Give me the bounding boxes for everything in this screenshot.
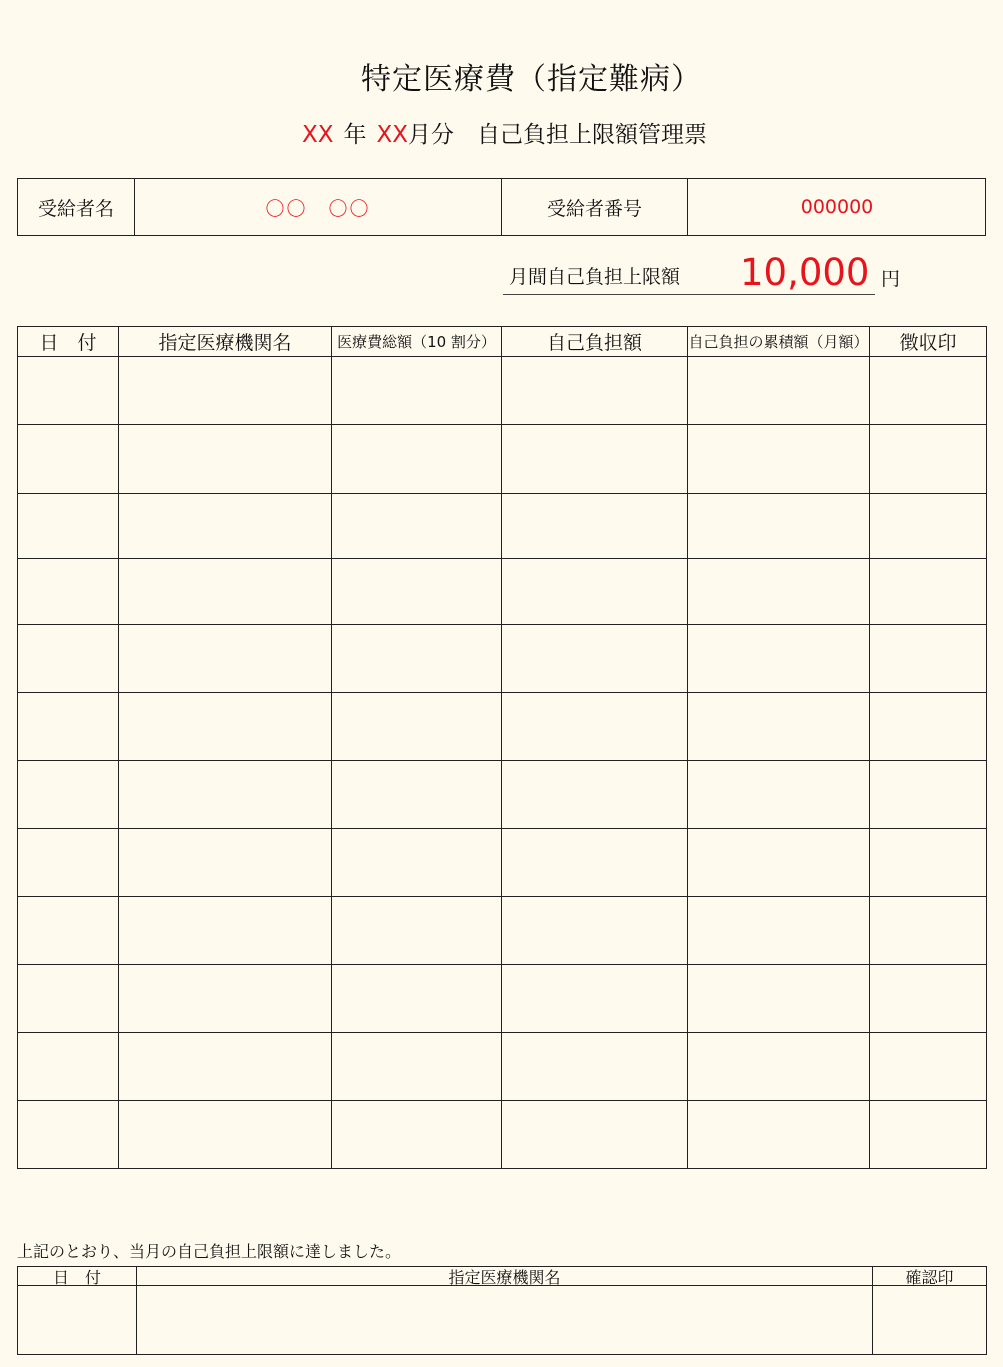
row-line: [17, 624, 987, 625]
col-header-copay: 自己負担額: [546, 331, 642, 354]
row-line: [17, 493, 987, 494]
column-divider: [331, 326, 332, 1168]
row-line: [17, 558, 987, 559]
column-divider: [687, 326, 688, 1168]
monthly-limit-underline: [503, 294, 875, 295]
year-unit: 年: [343, 122, 367, 148]
monthly-limit-amount[interactable]: 10,000: [740, 251, 870, 294]
monthly-limit-unit: 円: [881, 268, 901, 290]
col-header-cumulative: 自己負担の累積額（月額）: [688, 332, 869, 351]
table-border-bottom: [17, 1168, 987, 1169]
month-value: XX: [376, 122, 409, 148]
row-line: [17, 828, 987, 829]
col-header-stamp: 徴収印: [899, 331, 957, 354]
header-bottom-line: [17, 356, 987, 357]
row-line: [17, 1032, 987, 1033]
row-line: [17, 964, 987, 965]
row-line: [17, 1100, 987, 1101]
recipient-info-row: [17, 178, 986, 236]
table-border-right: [986, 326, 987, 1168]
monthly-limit-label: 月間自己負担上限額: [509, 266, 681, 288]
row-line: [17, 896, 987, 897]
form-subtitle: [302, 116, 707, 149]
row-line: [17, 692, 987, 693]
confirm-header-institution: 指定医療機関名: [448, 1267, 561, 1287]
col-header-total-cost: 医療費総額（10 割分）: [337, 332, 496, 351]
recipient-name-label: 受給者名: [18, 179, 135, 235]
col-header-date: 日 付: [39, 331, 97, 354]
year-value: XX: [302, 122, 334, 148]
subtitle-text: 月分 自己負担上限額管理票: [408, 122, 708, 148]
row-line: [17, 760, 987, 761]
table-border-bottom: [17, 1354, 987, 1355]
column-divider: [118, 326, 119, 1168]
row-line: [17, 424, 987, 425]
table-border-left: [17, 326, 18, 1168]
confirm-header-stamp: 確認印: [905, 1267, 954, 1287]
confirmation-note: 上記のとおり、当月の自己負担上限額に達しました。: [17, 1242, 402, 1261]
recipient-name-field[interactable]: 〇〇 〇〇: [135, 179, 502, 235]
column-divider: [501, 326, 502, 1168]
table-border-right: [986, 1266, 987, 1355]
recipient-number-label: 受給者番号: [502, 179, 688, 235]
recipient-number-field[interactable]: 000000: [800, 196, 874, 218]
column-divider: [869, 326, 870, 1168]
form-title: 特定医療費（指定難病）: [361, 62, 702, 97]
confirm-header-date: 日 付: [52, 1267, 101, 1287]
col-header-institution: 指定医療機関名: [158, 331, 292, 354]
